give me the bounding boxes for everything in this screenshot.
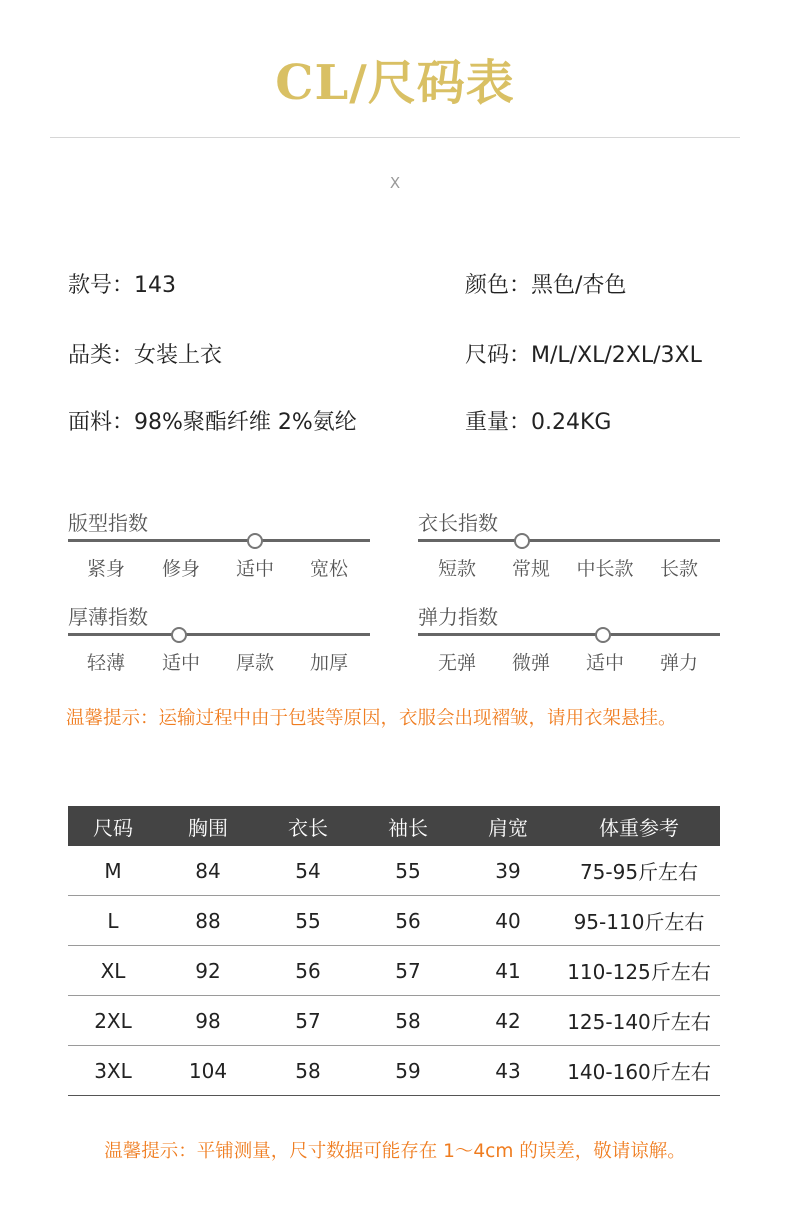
index-option: 加厚 (309, 652, 348, 674)
table-cell: 39 (458, 846, 558, 896)
index-option: 长款 (659, 558, 698, 580)
column-header: 体重参考 (558, 806, 720, 846)
index-track-elasticity (418, 633, 720, 636)
index-option: 修身 (161, 558, 200, 580)
divider-mark: X (389, 174, 401, 192)
table-row (68, 1046, 720, 1096)
info-sizes: 尺码：M/L/XL/2XL/3XL (465, 343, 702, 368)
index-option: 常规 (511, 558, 550, 580)
table-cell: 41 (458, 946, 558, 996)
index-knob-thickness (171, 627, 187, 643)
index-option: 适中 (585, 652, 624, 674)
page-title: CL/尺码表 (275, 55, 515, 111)
table-cell: 75-95斤左右 (558, 846, 720, 896)
index-option: 适中 (161, 652, 200, 674)
table-cell: 59 (358, 1046, 458, 1096)
table-cell: 98 (158, 996, 258, 1046)
index-track-fit (68, 539, 370, 542)
table-cell: 92 (158, 946, 258, 996)
info-color: 颜色：黑色/杏色 (465, 273, 627, 298)
table-cell: 88 (158, 896, 258, 946)
table-cell: M (68, 846, 158, 896)
info-category: 品类：女装上衣 (68, 343, 223, 368)
table-cell: 56 (358, 896, 458, 946)
index-knob-elasticity (595, 627, 611, 643)
index-track-thickness (68, 633, 370, 636)
index-option: 无弹 (437, 652, 476, 674)
index-option: 厚款 (235, 652, 274, 674)
table-row (68, 896, 720, 946)
index-option: 弹力 (659, 652, 698, 674)
index-option: 微弹 (511, 652, 550, 674)
index-knob-length (514, 533, 530, 549)
table-cell: 84 (158, 846, 258, 896)
measurement-tip: 温馨提示：平铺测量，尺寸数据可能存在 1～4cm 的误差，敬请谅解。 (104, 1141, 686, 1162)
table-row (68, 996, 720, 1046)
table-cell: 40 (458, 896, 558, 946)
table-cell: 104 (158, 1046, 258, 1096)
table-cell: 42 (458, 996, 558, 1046)
table-cell: 58 (358, 996, 458, 1046)
table-cell: 54 (258, 846, 358, 896)
index-title-length: 衣长指数 (418, 511, 498, 535)
index-knob-fit (247, 533, 263, 549)
size-table (68, 806, 720, 1096)
index-option: 中长款 (576, 558, 634, 580)
index-option: 宽松 (309, 558, 348, 580)
table-cell: 55 (258, 896, 358, 946)
index-option: 轻薄 (86, 652, 125, 674)
index-track-length (418, 539, 720, 542)
table-cell: 57 (358, 946, 458, 996)
table-row (68, 846, 720, 896)
table-cell: 56 (258, 946, 358, 996)
table-cell: 58 (258, 1046, 358, 1096)
care-tip: 温馨提示：运输过程中由于包装等原因，衣服会出现褶皱，请用衣架悬挂。 (66, 708, 677, 729)
table-cell: 55 (358, 846, 458, 896)
table-cell: 2XL (68, 996, 158, 1046)
table-cell: 140-160斤左右 (558, 1046, 720, 1096)
index-option: 短款 (437, 558, 476, 580)
column-header: 衣长 (258, 806, 358, 846)
column-header: 尺码 (68, 806, 158, 846)
index-option: 适中 (235, 558, 274, 580)
column-header: 胸围 (158, 806, 258, 846)
table-cell: 43 (458, 1046, 558, 1096)
index-title-fit: 版型指数 (68, 511, 148, 535)
info-weight: 重量：0.24KG (465, 410, 612, 435)
table-cell: 3XL (68, 1046, 158, 1096)
index-option: 紧身 (86, 558, 125, 580)
column-header: 肩宽 (458, 806, 558, 846)
table-header-row (68, 806, 720, 846)
table-cell: 57 (258, 996, 358, 1046)
table-row (68, 946, 720, 996)
info-style-no: 款号：143 (68, 273, 176, 298)
table-cell: XL (68, 946, 158, 996)
index-title-thickness: 厚薄指数 (68, 605, 148, 629)
info-fabric: 面料：98%聚酯纤维 2%氨纶 (68, 410, 357, 435)
column-header: 袖长 (358, 806, 458, 846)
table-cell: 125-140斤左右 (558, 996, 720, 1046)
table-cell: L (68, 896, 158, 946)
table-cell: 95-110斤左右 (558, 896, 720, 946)
index-title-elasticity: 弹力指数 (418, 605, 498, 629)
title-divider (50, 137, 740, 138)
table-cell: 110-125斤左右 (558, 946, 720, 996)
